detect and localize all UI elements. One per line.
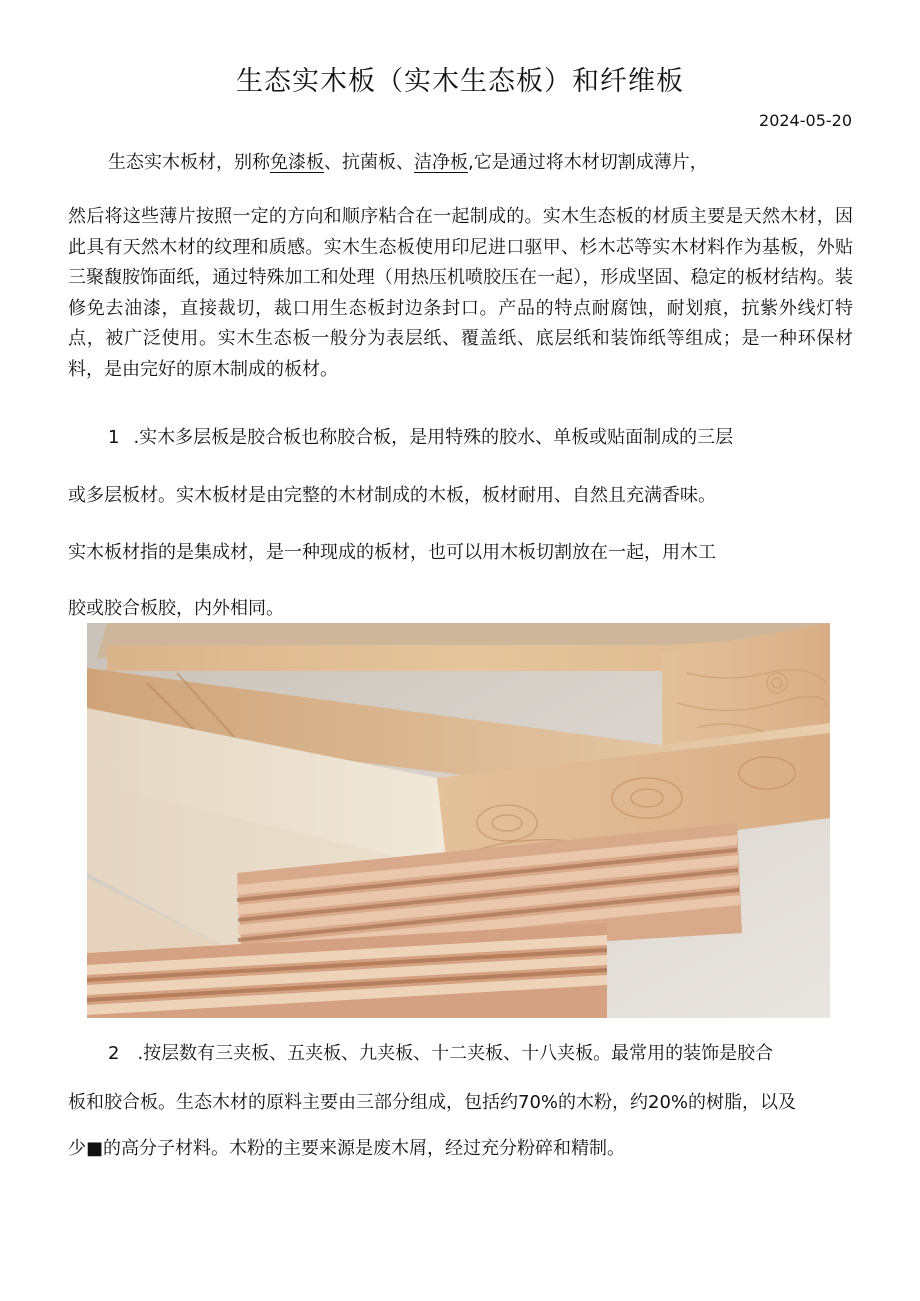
document-date: 2024-05-20 <box>759 111 852 130</box>
intro-text-b: 、抗菌板、 <box>324 152 414 173</box>
item1-number: 1 <box>108 427 120 448</box>
item1-first-line <box>108 425 733 451</box>
item1-line1: .实木多层板是胶合板也称胶合板，是用特殊的胶水、单板或贴面制成的三层 <box>133 427 734 448</box>
item1-line2: 或多层板材。实木板材是由完整的木材制成的木板，板材耐用、自然且充满香味。 <box>68 485 716 506</box>
link-mianqiban[interactable]: 免漆板 <box>270 152 324 173</box>
intro-text-c: ,它是通过将木材切割成薄片， <box>468 152 708 173</box>
item2-first-line <box>108 1041 773 1067</box>
item2-line1: .按层数有三夹板、五夹板、九夹板、十二夹板、十八夹板。最常用的装饰是胶合 <box>137 1043 774 1064</box>
link-jiejingban[interactable]: 洁净板 <box>414 152 468 173</box>
intro-paragraph: 然后将这些薄片按照一定的方向和顺序粘合在一起制成的。实木生态板的材质主要是天然木材，因此具有天然木材的纹理和质感。实木生态板使用印尼进口驱甲、杉木芯等实木材料作为基板，外贴三聚馥胺饰面纸，通过特殊加工和处理（用热压机喷胶压在一起），形成坚固、稳定的板材结构。装修免去油漆，直接裁切，裁口用生态板封边条封口。产品的特点耐腐蚀，耐划痕，抗紫外线灯特点，被广泛使用。实木生态板一般分为表层纸、覆盖纸、底层纸和装饰纸等组成；是一种环保材料，是由完好的原木制成的板材。 <box>68 206 853 380</box>
item1-line3: 实木板材指的是集成材，是一种现成的板材，也可以用木板切割放在一起，用木工 <box>68 542 716 563</box>
intro-text-a: 生态实木板材，别称 <box>108 152 270 173</box>
intro-first-line <box>108 150 708 176</box>
page-title: 生态实木板（实木生态板）和纤维板 <box>236 66 684 97</box>
wood-boards-photo <box>87 623 830 1018</box>
item2-line3: 少■的高分子材料。木粉的主要来源是废木屑，经过充分粉碎和精制。 <box>68 1138 626 1159</box>
item1-line4: 胶或胶合板胶，内外相同。 <box>68 598 284 619</box>
item2-number: 2 <box>108 1043 120 1064</box>
item2-line2: 板和胶合板。生态木材的原料主要由三部分组成，包括约70%的木粉，约20%的树脂，以及 <box>68 1092 797 1113</box>
